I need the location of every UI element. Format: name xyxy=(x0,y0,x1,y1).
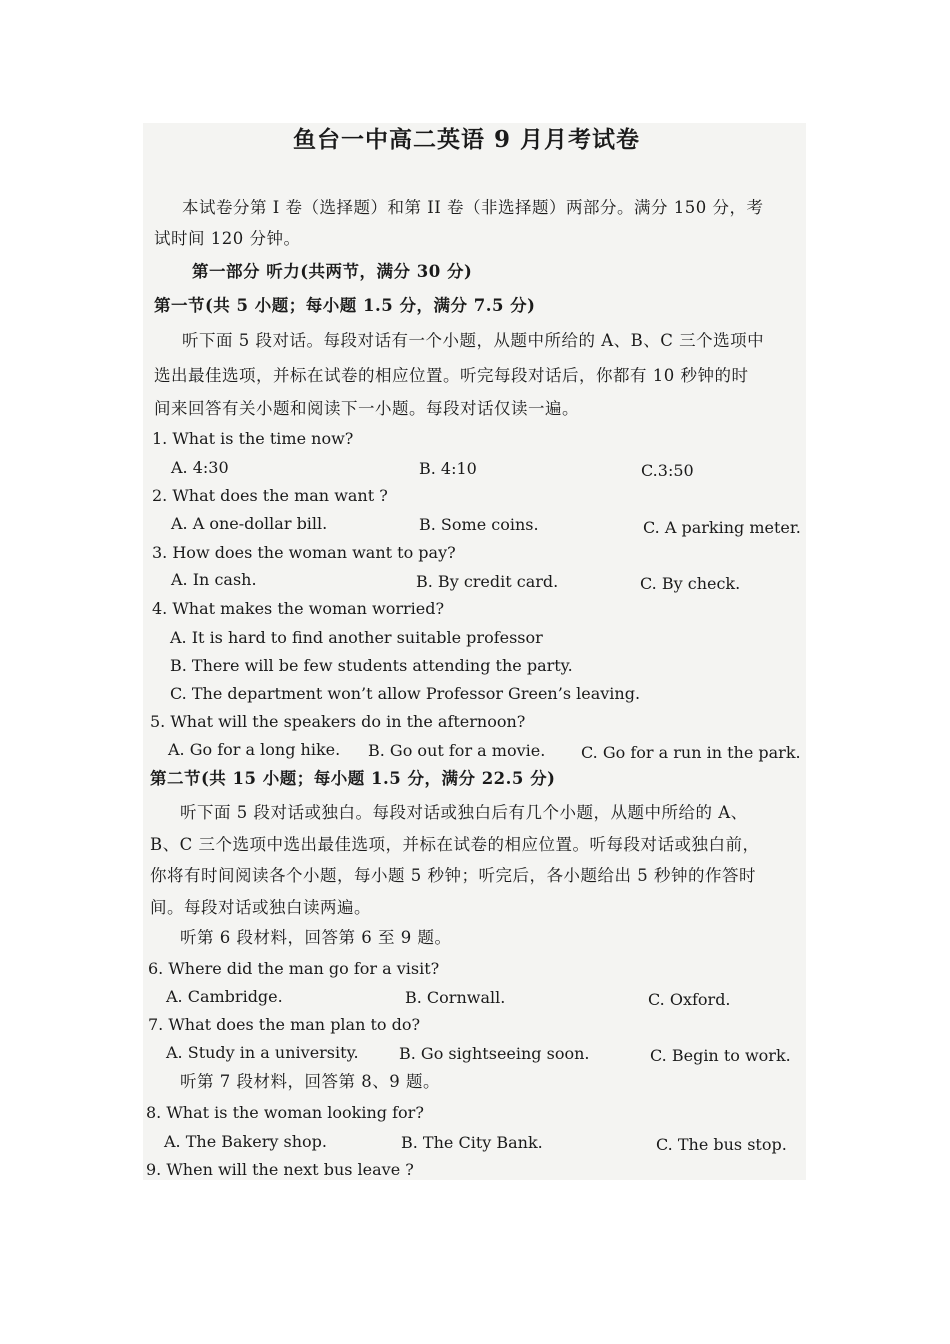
section1-instructions-line-1: 听下面 5 段对话。每段对话有一个小题，从题中所给的 A、B、C 三个选项中 xyxy=(182,331,765,350)
question-1-option-a: A. 4:30 xyxy=(171,458,229,477)
question-5: 5. What will the speakers do in the afternoon? xyxy=(150,712,526,731)
material-6-note: 听第 6 段材料，回答第 6 至 9 题。 xyxy=(180,928,452,947)
section1-heading: 第一节(共 5 小题；每小题 1.5 分，满分 7.5 分) xyxy=(154,296,536,315)
question-5-option-c: C. Go for a run in the park. xyxy=(581,743,801,762)
question-7-option-b: B. Go sightseeing soon. xyxy=(399,1044,590,1063)
question-2-option-a: A. A one-dollar bill. xyxy=(171,514,328,533)
question-6-option-a: A. Cambridge. xyxy=(166,987,283,1006)
question-6: 6. Where did the man go for a visit? xyxy=(148,959,440,978)
part1-heading: 第一部分 听力(共两节，满分 30 分) xyxy=(192,262,473,281)
section2-instructions-line-3: 你将有时间阅读各个小题，每小题 5 秒钟；听完后，各小题给出 5 秒钟的作答时 xyxy=(150,866,756,885)
question-4-option-b: B. There will be few students attending the party. xyxy=(170,656,573,675)
question-3-option-a: A. In cash. xyxy=(171,570,257,589)
exam-title: 鱼台一中高二英语 9 月月考试卷 xyxy=(293,126,641,153)
section2-instructions-line-1: 听下面 5 段对话或独白。每段对话或独白后有几个小题，从题中所给的 A、 xyxy=(180,803,748,822)
section2-instructions-line-2: B、C 三个选项中选出最佳选项，并标在试卷的相应位置。听每段对话或独白前， xyxy=(150,835,760,854)
question-5-option-b: B. Go out for a movie. xyxy=(368,741,546,760)
question-5-option-a: A. Go for a long hike. xyxy=(168,740,341,759)
question-3-option-b: B. By credit card. xyxy=(416,572,559,591)
material-7-note: 听第 7 段材料，回答第 8、9 题。 xyxy=(180,1072,440,1091)
section1-instructions-line-2: 选出最佳选项，并标在试卷的相应位置。听完每段对话后，你都有 10 秒钟的时 xyxy=(154,366,749,385)
question-2: 2. What does the man want ? xyxy=(152,486,388,505)
question-6-option-c: C. Oxford. xyxy=(648,990,731,1009)
question-8-option-c: C. The bus stop. xyxy=(656,1135,787,1154)
question-4: 4. What makes the woman worried? xyxy=(152,599,445,618)
question-8-option-b: B. The City Bank. xyxy=(401,1133,543,1152)
question-8: 8. What is the woman looking for? xyxy=(146,1103,424,1122)
question-7-option-a: A. Study in a university. xyxy=(166,1043,359,1062)
question-1-option-c: C.3:50 xyxy=(641,461,694,480)
question-2-option-b: B. Some coins. xyxy=(419,515,539,534)
section2-heading: 第二节(共 15 小题；每小题 1.5 分，满分 22.5 分) xyxy=(150,769,556,788)
question-3-option-c: C. By check. xyxy=(640,574,741,593)
question-4-option-c: C. The department won’t allow Professor Green’s leaving. xyxy=(170,684,641,703)
question-7-option-c: C. Begin to work. xyxy=(650,1046,791,1065)
scanned-exam-page xyxy=(143,123,806,1180)
question-2-option-c: C. A parking meter. xyxy=(643,518,801,537)
section1-instructions-line-3: 间来回答有关小题和阅读下一小题。每段对话仅读一遍。 xyxy=(154,399,579,418)
section2-instructions-line-4: 间。每段对话或独白读两遍。 xyxy=(150,898,371,917)
question-1-option-b: B. 4:10 xyxy=(419,459,477,478)
intro-line-1: 本试卷分第 I 卷（选择题）和第 II 卷（非选择题）两部分。满分 150 分，考 xyxy=(182,198,764,217)
question-7: 7. What does the man plan to do? xyxy=(148,1015,421,1034)
question-9: 9. When will the next bus leave ? xyxy=(146,1160,414,1179)
question-4-option-a: A. It is hard to find another suitable professor xyxy=(170,628,543,647)
question-1: 1. What is the time now? xyxy=(152,429,354,448)
question-3: 3. How does the woman want to pay? xyxy=(152,543,456,562)
question-8-option-a: A. The Bakery shop. xyxy=(164,1132,327,1151)
intro-line-2: 试时间 120 分钟。 xyxy=(154,229,301,248)
question-6-option-b: B. Cornwall. xyxy=(405,988,506,1007)
